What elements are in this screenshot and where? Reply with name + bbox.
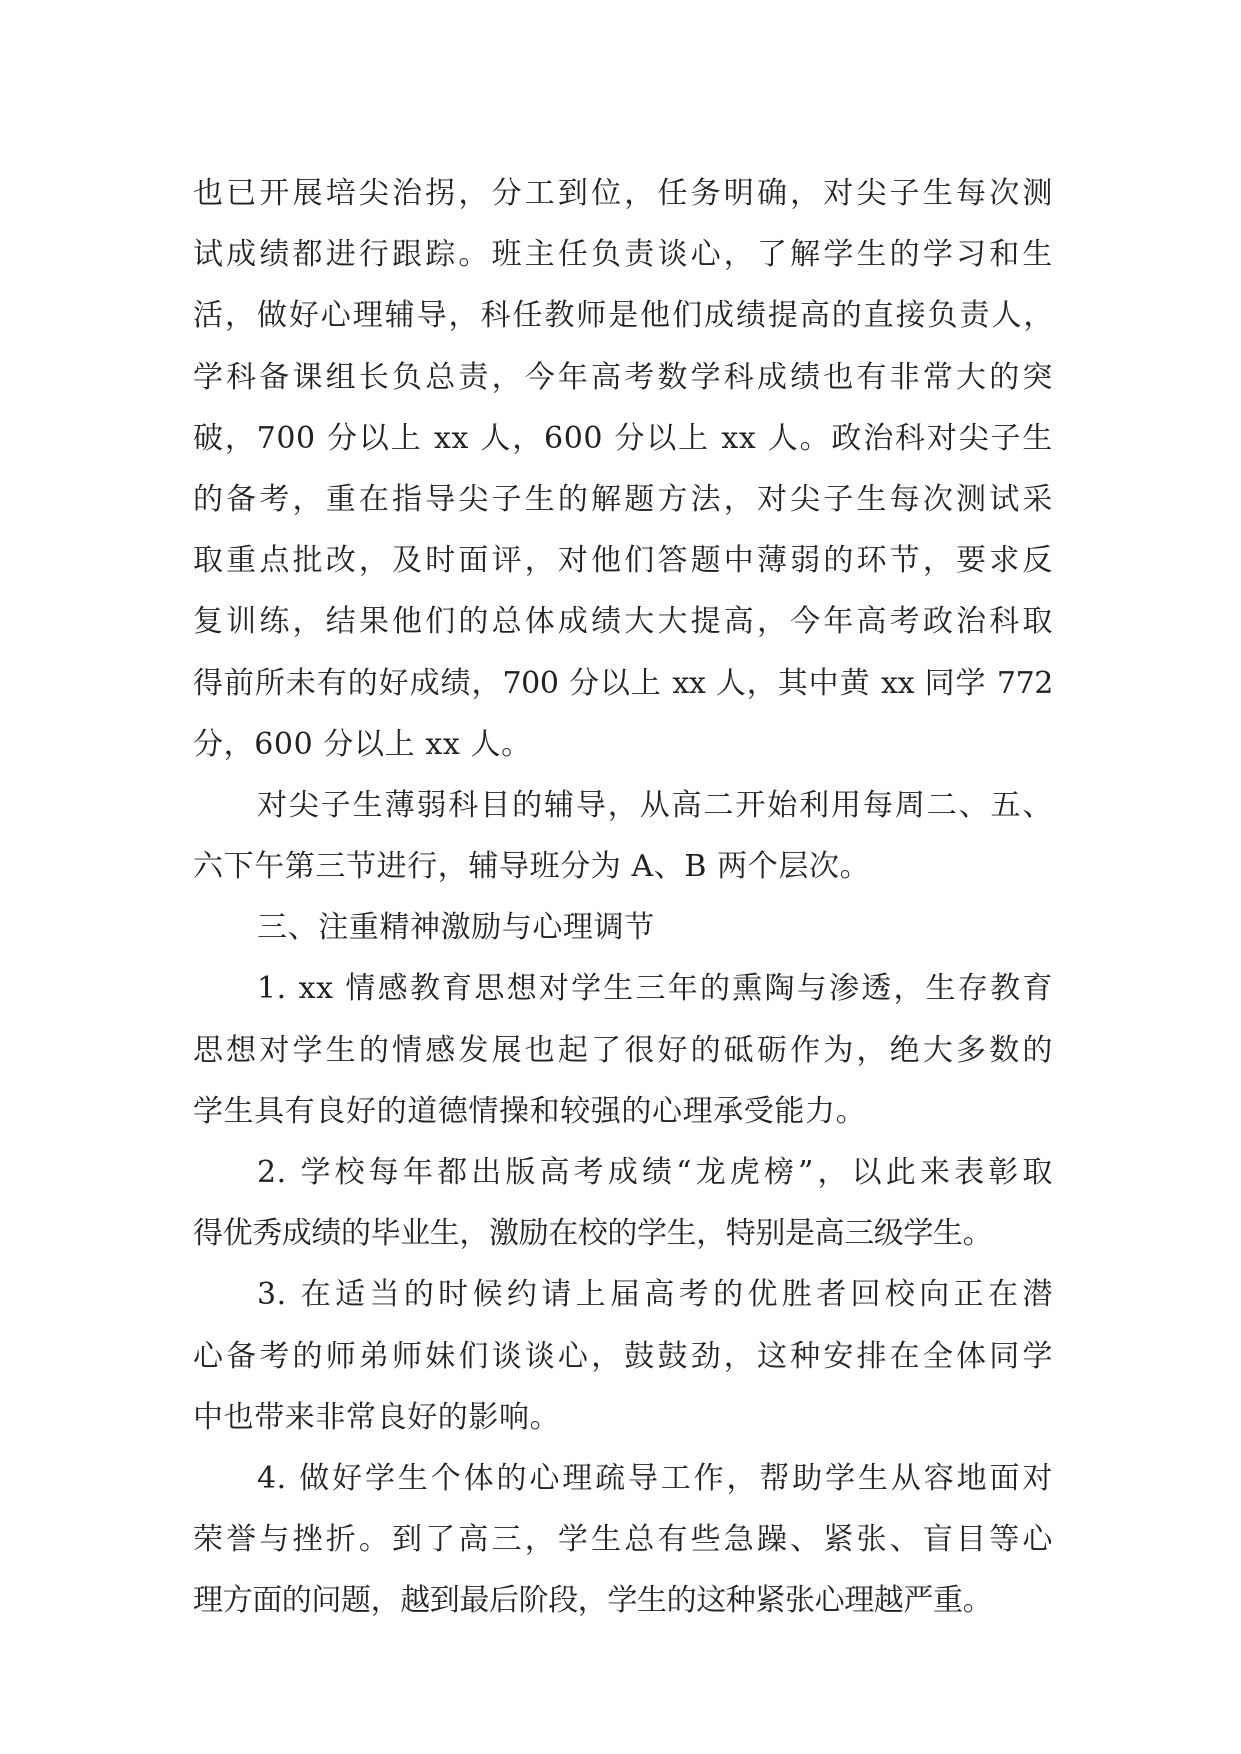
text-line: 破，700 分以上 xx 人，600 分以上 xx 人。政治科对尖子生 [193,420,1053,456]
text-line: 六下午第三节进行，辅导班分为 A、B 两个层次。 [193,849,871,885]
paragraph-first-line: 4. 做好学生个体的心理疏导工作，帮助学生从容地面对 [257,1460,1053,1496]
text-line: 思想对学生的情感发展也起了很好的砥砺作为，绝大多数的 [193,1032,1053,1068]
paragraph-first-line: 对尖子生薄弱科目的辅导，从高二开始利用每周二、五、 [257,787,1053,823]
text-line: 活，做好心理辅导，科任教师是他们成绩提高的直接负责人， [193,298,1053,334]
text-line: 心备考的师弟师妹们谈谈心，鼓鼓劲，这种安排在全体同学 [193,1338,1053,1374]
text-line: 分，600 分以上 xx 人。 [193,726,532,762]
text-line: 理方面的问题，越到最后阶段，学生的这种紧张心理越严重。 [193,1583,993,1619]
text-line: 的备考，重在指导尖子生的解题方法，对尖子生每次测试采 [193,481,1053,517]
text-line: 学生具有良好的道德情操和较强的心理承受能力。 [193,1093,867,1129]
text-line: 也已开展培尖治拐，分工到位，任务明确，对尖子生每次测 [193,176,1053,211]
section-heading: 三、注重精神激励与心理调节 [257,910,655,946]
paragraph-first-line: 2. 学校每年都出版高考成绩“龙虎榜”，以此来表彰取 [257,1155,1053,1190]
text-line: 得前所未有的好成绩，700 分以上 xx 人，其中黄 xx 同学 772 [193,665,1053,701]
text-line: 复训练，结果他们的总体成绩大大提高，今年高考政治科取 [193,604,1053,640]
paragraph-first-line: 1. xx 情感教育思想对学生三年的熏陶与渗透，生存教育 [257,971,1053,1007]
text-line: 学科备课组长负总责，今年高考数学科成绩也有非常大的突 [193,359,1053,395]
text-line: 荣誉与挫折。到了高三，学生总有些急躁、紧张、盲目等心 [193,1522,1053,1558]
text-line: 中也带来非常良好的影响。 [193,1399,561,1435]
paragraph-first-line: 3. 在适当的时候约请上届高考的优胜者回校向正在潜 [257,1277,1053,1313]
text-line: 得优秀成绩的毕业生，激励在校的学生，特别是高三级学生。 [193,1216,993,1252]
body-text [193,163,1053,1632]
text-line: 取重点批改，及时面评，对他们答题中薄弱的环节，要求反 [193,543,1053,579]
text-line: 试成绩都进行跟踪。班主任负责谈心，了解学生的学习和生 [193,237,1053,273]
